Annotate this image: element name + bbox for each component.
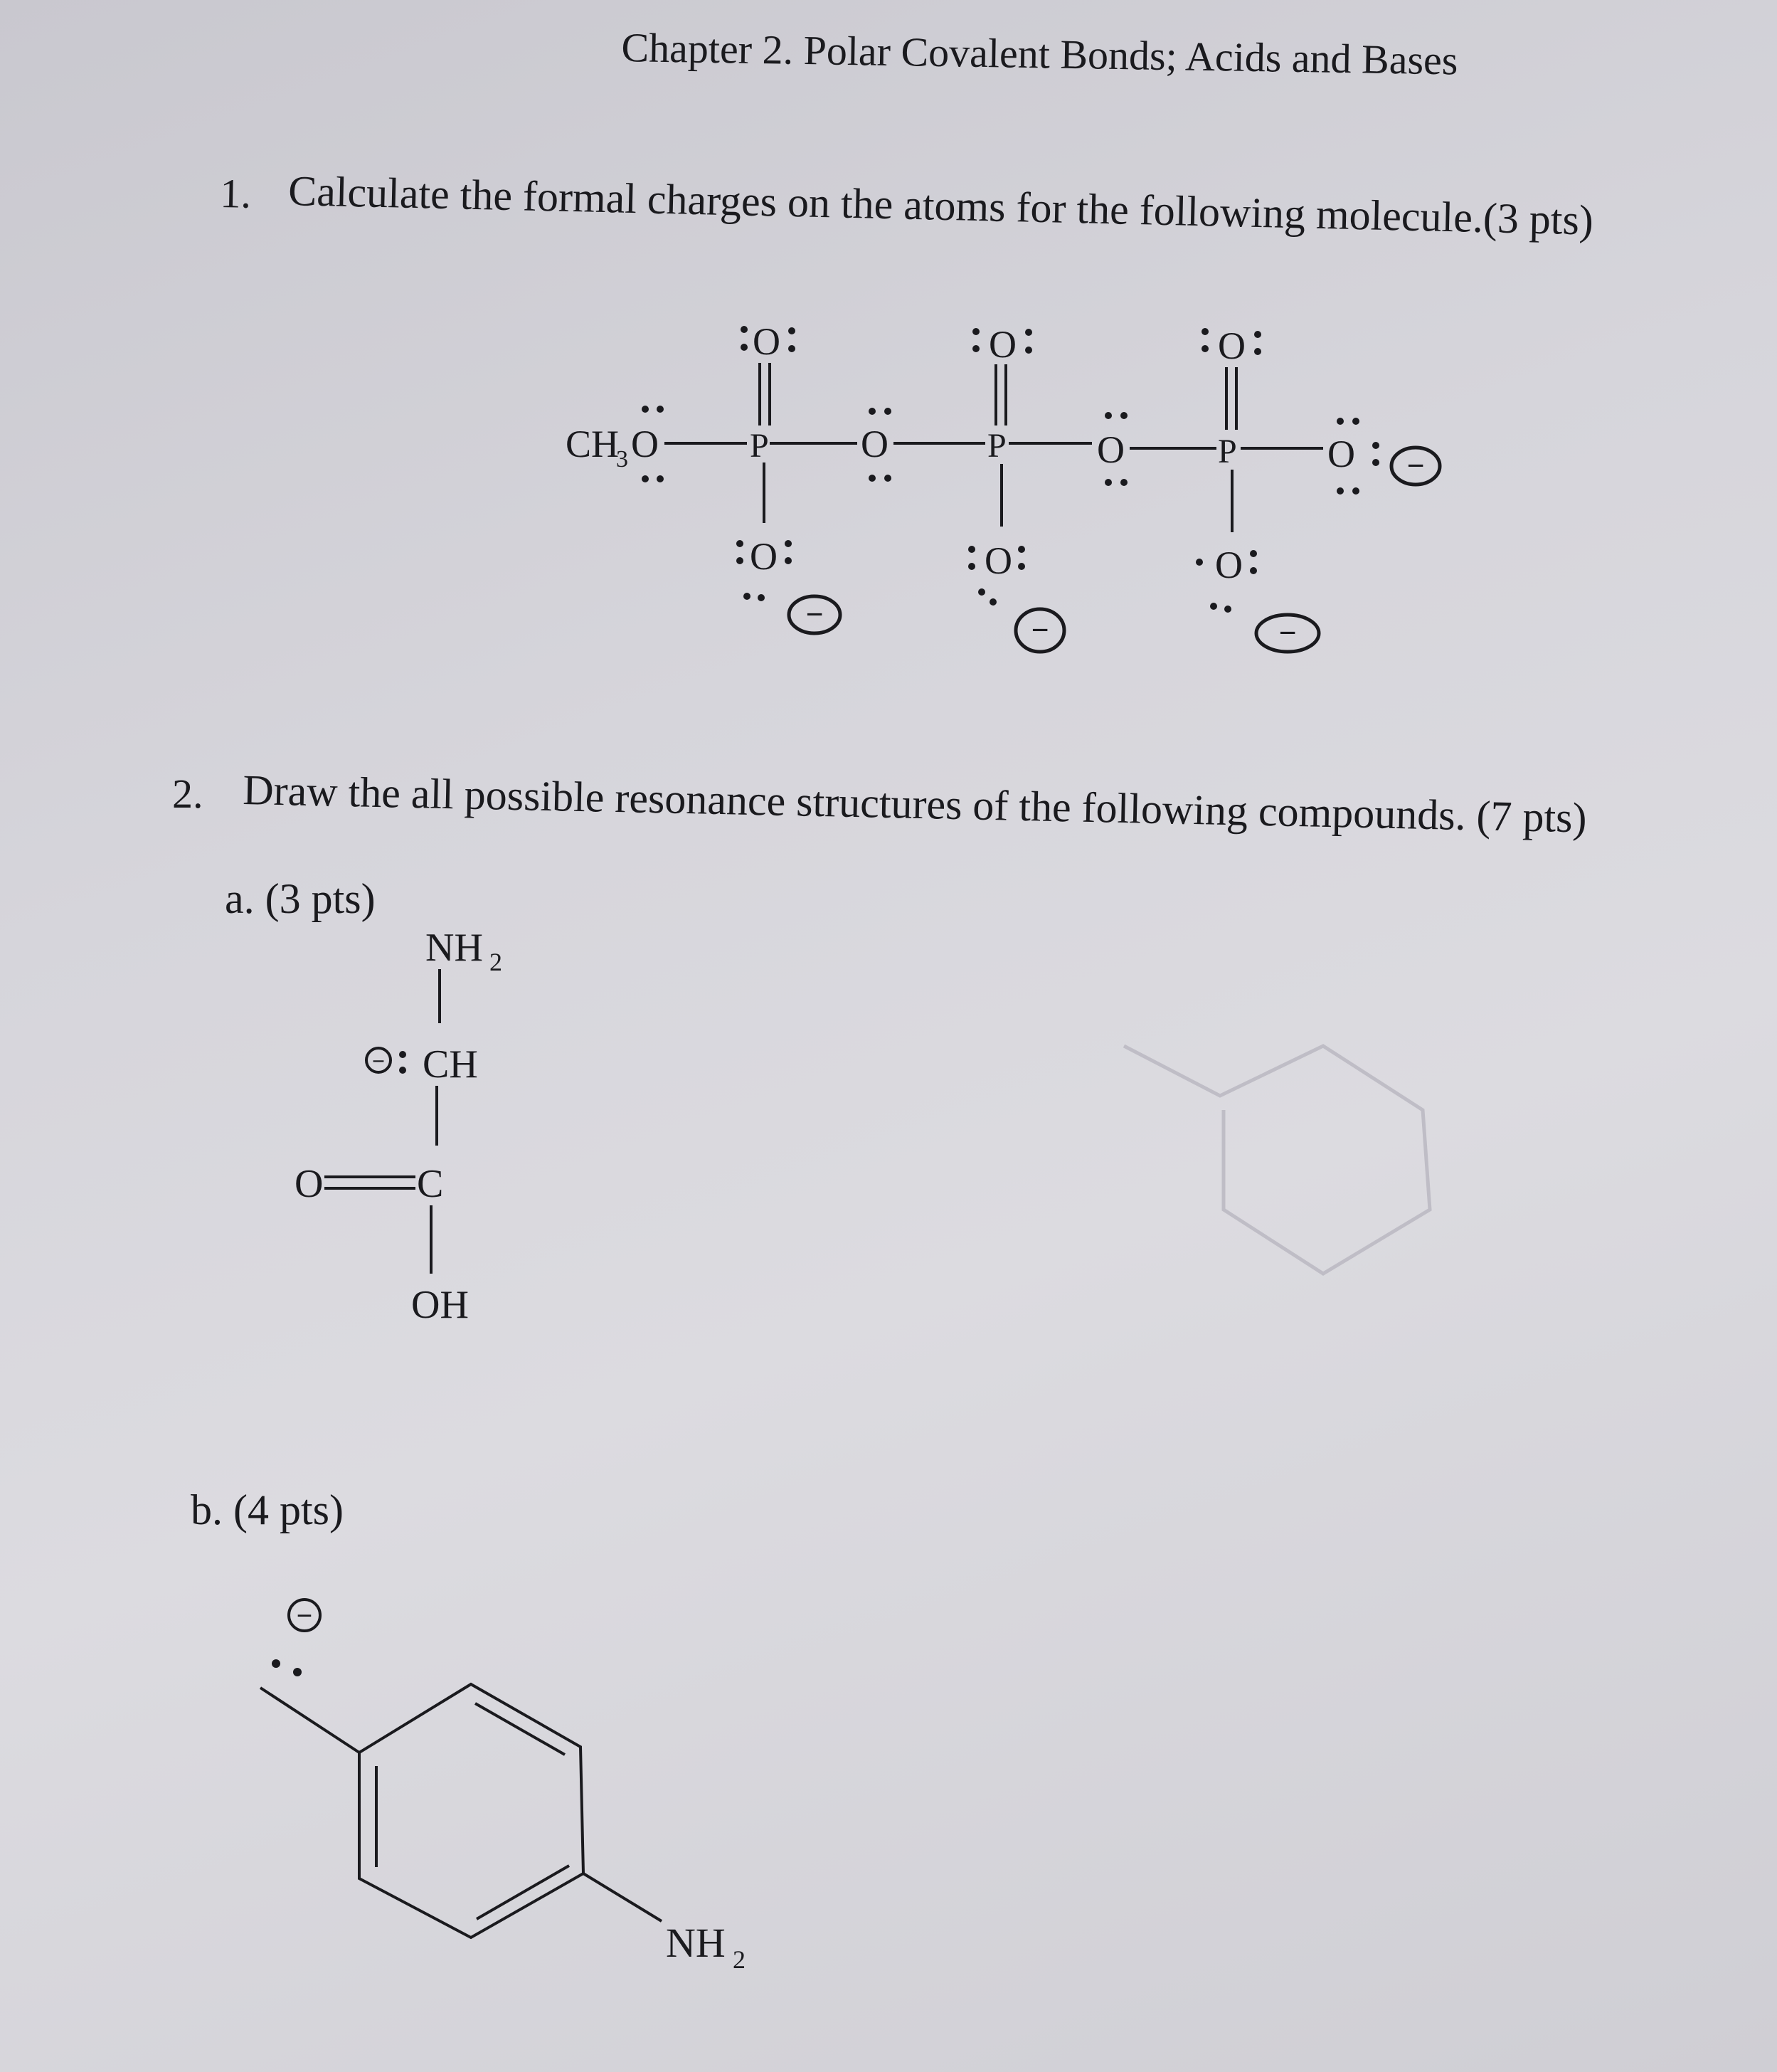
question-1-number: 1. <box>219 170 252 217</box>
lone-pair-dot <box>972 328 980 335</box>
chapter-title: Chapter 2. Polar Covalent Bonds; Acids and Bases <box>621 24 1458 84</box>
lone-pair-dot <box>1352 487 1359 495</box>
lone-pair-dot <box>657 406 664 413</box>
lone-pair-dot <box>758 594 765 601</box>
lone-pair-dot <box>968 563 975 570</box>
negative-charge-sign: − <box>1278 615 1297 650</box>
lone-pair-dot <box>1372 442 1379 449</box>
lone-pair-dot <box>642 475 649 482</box>
question-2-text: Draw the all possible resonance structures of the following compounds. (7 pts) <box>242 766 1588 842</box>
lone-pair-dot <box>1250 567 1257 574</box>
lone-pair-dot <box>741 326 748 333</box>
lone-pair-dot <box>1337 487 1344 495</box>
lone-pair-dot <box>1105 479 1112 486</box>
lone-pair-dot <box>657 475 664 482</box>
negative-charge-sign: − <box>1406 448 1425 483</box>
lone-pair-dot <box>785 557 792 564</box>
oxygen-top-2: O <box>989 323 1017 366</box>
lone-pair-dot <box>1202 328 1209 335</box>
lone-pair-dot <box>399 1067 406 1074</box>
amine-label: NH <box>666 1920 726 1966</box>
lone-pair-dot <box>1254 331 1261 338</box>
oxygen-bottom-3: O <box>1215 544 1243 586</box>
carbonyl-carbon: C <box>417 1162 444 1206</box>
lone-pair-dot <box>1120 479 1128 486</box>
lone-pair-dot <box>788 345 795 352</box>
oxygen-bottom-1: O <box>750 535 778 578</box>
phosphorus-1: P <box>750 427 769 465</box>
lone-pair-dot <box>1224 606 1231 613</box>
lone-pair-dot <box>785 540 792 547</box>
lone-pair-dot <box>788 327 795 334</box>
lone-pair-dot <box>1202 345 1209 352</box>
oxygen-top-1: O <box>753 320 780 363</box>
lone-pair-dot <box>1210 603 1217 610</box>
phosphorus-3: P <box>1218 433 1237 470</box>
lone-pair-dot <box>978 588 985 596</box>
carbonyl-oxygen: O <box>295 1162 324 1206</box>
lone-pair-dot <box>293 1668 302 1676</box>
lone-pair-dot <box>272 1659 280 1668</box>
lone-pair-dot <box>972 345 980 352</box>
methoxy-ch-label: CH <box>566 423 620 465</box>
hydroxyl-label: OH <box>411 1283 469 1327</box>
bridging-oxygen-1: O <box>861 423 888 465</box>
methoxy-oxygen: O <box>631 423 659 465</box>
amine-subscript: 2 <box>733 1945 746 1974</box>
oxygen-top-3: O <box>1218 324 1246 367</box>
part-b-label: b. (4 pts) <box>191 1486 344 1533</box>
triphosphate-molecule <box>566 320 1440 652</box>
part-b-structure <box>260 1600 746 1974</box>
amine-bond <box>583 1873 662 1921</box>
lone-pair-dot <box>1196 559 1203 566</box>
lone-pair-dot <box>1120 412 1128 419</box>
lone-pair-dot <box>1372 459 1379 466</box>
lone-pair-dot <box>884 475 891 482</box>
negative-charge-sign: − <box>371 1048 386 1074</box>
bridging-oxygen-2: O <box>1097 428 1125 471</box>
negative-charge-sign: − <box>805 597 824 632</box>
lone-pair-dot <box>1352 418 1359 425</box>
exocyclic-bond <box>260 1688 359 1753</box>
lone-pair-dot <box>1254 348 1261 355</box>
lone-pair-dot <box>736 540 743 547</box>
lone-pair-dot <box>736 557 743 564</box>
part-a-structure <box>295 926 502 1327</box>
ring-double-bond <box>477 1866 569 1919</box>
lone-pair-dot <box>869 475 876 482</box>
carbanion-label: CH <box>423 1042 478 1087</box>
question-1-text: Calculate the formal charges on the atoms for the following molecule.(3 pts) <box>287 167 1594 244</box>
lone-pair-dot <box>1025 329 1032 336</box>
benzene-ring <box>359 1684 583 1938</box>
lone-pair-dot <box>884 408 891 415</box>
methoxy-subscript: 3 <box>616 446 628 472</box>
lone-pair-dot <box>1337 418 1344 425</box>
lone-pair-dot <box>1250 550 1257 557</box>
question-2-number: 2. <box>172 771 203 817</box>
phosphorus-2: P <box>987 427 1007 465</box>
negative-charge-sign: − <box>1031 613 1049 648</box>
lone-pair-dot <box>642 406 649 413</box>
bleed-through-ring <box>1124 1046 1430 1274</box>
part-a-label: a. (3 pts) <box>225 875 376 922</box>
negative-charge-sign: − <box>296 1600 313 1632</box>
lone-pair-dot <box>399 1051 406 1058</box>
lone-pair-dot <box>968 546 975 553</box>
lone-pair-dot <box>1105 412 1112 419</box>
lone-pair-dot <box>743 593 750 600</box>
lone-pair-dot <box>990 598 997 606</box>
amine-subscript: 2 <box>489 948 502 976</box>
lone-pair-dot <box>1018 546 1025 553</box>
oxygen-bottom-2: O <box>985 539 1012 582</box>
lone-pair-dot <box>741 344 748 351</box>
lone-pair-dot <box>869 408 876 415</box>
lone-pair-dot <box>1018 563 1025 570</box>
lone-pair-dot <box>1025 347 1032 354</box>
amine-label: NH <box>425 926 483 970</box>
terminal-oxygen: O <box>1327 433 1355 475</box>
